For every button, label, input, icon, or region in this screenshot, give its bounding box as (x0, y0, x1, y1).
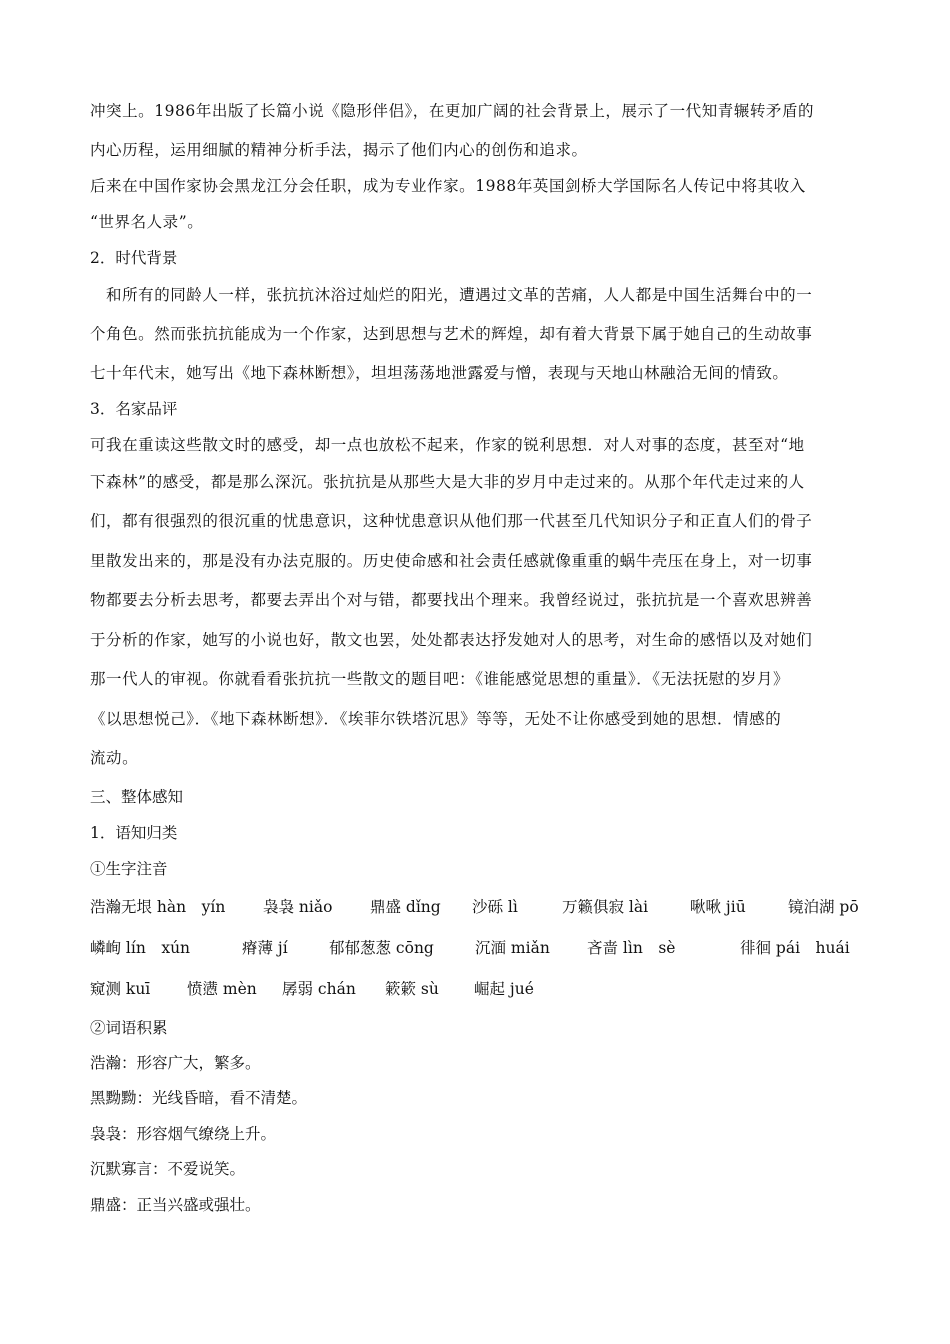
vocab-entry: 沉默寡言：不爱说笑。 (90, 1160, 246, 1178)
vocab-entry: 袅袅：形容烟气缭绕上升。 (90, 1124, 277, 1143)
text-line: 流动。 (90, 749, 139, 767)
sub-heading-vocabulary: 1．语知归类 (90, 823, 178, 842)
text-line: 冲突上。1986年出版了长篇小说《隐形伴侣》，在更加广阔的社会背景上，展示了一代知青辗转矛盾的 (90, 102, 815, 120)
pinyin-item: 浩瀚无垠 hàn yín (90, 897, 226, 916)
text-line: 于分析的作家，她写的小说也好，散文也罢，处处都表达抒发她对人的思考，对生命的感悟以及对她们 (90, 630, 813, 649)
pinyin-item: 沉湎 miǎn (475, 938, 550, 957)
pinyin-item: 孱弱 chán (282, 979, 356, 998)
text-line: 那一代人的审视。你就看看张抗抗一些散文的题目吧：《谁能感觉思想的重量》．《无法抚慰的岁月》 (90, 670, 790, 688)
vocab-entry: 黑黝黝：光线昏暗，看不清楚。 (90, 1089, 308, 1107)
pinyin-item: 镜泊湖 pō (788, 897, 859, 916)
pinyin-item: 嶙峋 lín xún (90, 938, 191, 957)
vocab-entry: 鼎盛：正当兴盛或强壮。 (90, 1195, 261, 1214)
document-page (90, 92, 860, 1223)
text-line: 里散发出来的，那是没有办法克服的。历史使命感和社会责任感就像重重的蜗牛壳压在身上，对一切事 (90, 551, 813, 570)
text-line: 下森林”的感受，都是那么深沉。张抗抗是从那些大是大非的岁月中走过来的。从那个年代走过来的人 (90, 472, 805, 491)
pinyin-item: 徘徊 pái huái (740, 938, 850, 957)
pinyin-item: 簌簌 sù (385, 979, 439, 998)
vocab-title: ②词语积累 (90, 1018, 168, 1037)
pinyin-item: 窥测 kuī (90, 979, 151, 998)
text-line: 七十年代末，她写出《地下森林断想》，坦坦荡荡地泄露爱与憎，表现与天地山林融洽无间的情致。 (90, 363, 789, 382)
text-line: 后来在中国作家协会黑龙江分会任职，成为专业作家。1988年英国剑桥大学国际名人传记中将其收入 (90, 176, 806, 195)
review-paragraph (90, 427, 860, 779)
text-line: 和所有的同龄人一样，张抗抗沐浴过灿烂的阳光，遭遇过文革的苦痛，人人都是中国生活舞台中的一 (90, 285, 813, 304)
pinyin-item: 吝啬 lìn sè (587, 938, 676, 957)
section-heading-overall: 三、整体感知 (90, 787, 184, 806)
pinyin-item: 愤懑 mèn (187, 979, 257, 998)
text-line: 内心历程，运用细腻的精神分析手法，揭示了他们内心的创伤和追求。 (90, 140, 588, 159)
pinyin-item: 沙砾 lì (472, 897, 518, 916)
vocab-entry: 浩瀚：形容广大，繁多。 (90, 1053, 261, 1072)
text-line: 个角色。然而张抗抗能成为一个作家，达到思想与艺术的辉煌，却有着大背景下属于她自己的生动故事 (90, 325, 813, 343)
text-line: 《以思想悦己》．《地下森林断想》．《埃菲尔铁塔沉思》等等，无处不让你感受到她的思想．情感的 (90, 709, 782, 728)
text-line: 可我在重读这些散文时的感受，却一点也放松不起来，作家的锐利思想．对人对事的态度，甚至对“地 (90, 435, 805, 454)
pinyin-item: 郁郁葱葱 cōng (329, 938, 434, 957)
career-paragraph (90, 168, 860, 240)
pinyin-row (90, 969, 860, 1010)
pinyin-item: 瘠薄 jí (242, 938, 288, 957)
pinyin-item: 鼎盛 dǐng (370, 897, 441, 916)
pinyin-item: 崛起 jué (474, 979, 534, 998)
pinyin-row (90, 928, 860, 969)
section-heading-background: 2．时代背景 (90, 248, 178, 267)
pinyin-item: 啾啾 jiū (690, 897, 746, 916)
text-line: 们，都有很强烈的很沉重的忧患意识，这种忧患意识从他们那一代甚至几代知识分子和正直人们的骨子 (90, 512, 813, 530)
pinyin-item: 袅袅 niǎo (263, 897, 333, 916)
text-line: 物都要去分析去思考，都要去弄出个对与错，都要找出个理来。我曾经说过，张抗抗是一个喜欢思辨善 (90, 591, 813, 609)
pinyin-row (90, 887, 860, 928)
text-line: “世界名人录”。 (90, 212, 204, 231)
background-paragraph (90, 276, 860, 391)
pinyin-title: ①生字注音 (90, 859, 168, 878)
intro-paragraph (90, 92, 860, 168)
pinyin-item: 万籁俱寂 lài (562, 897, 649, 916)
section-heading-review: 3．名家品评 (90, 399, 178, 418)
